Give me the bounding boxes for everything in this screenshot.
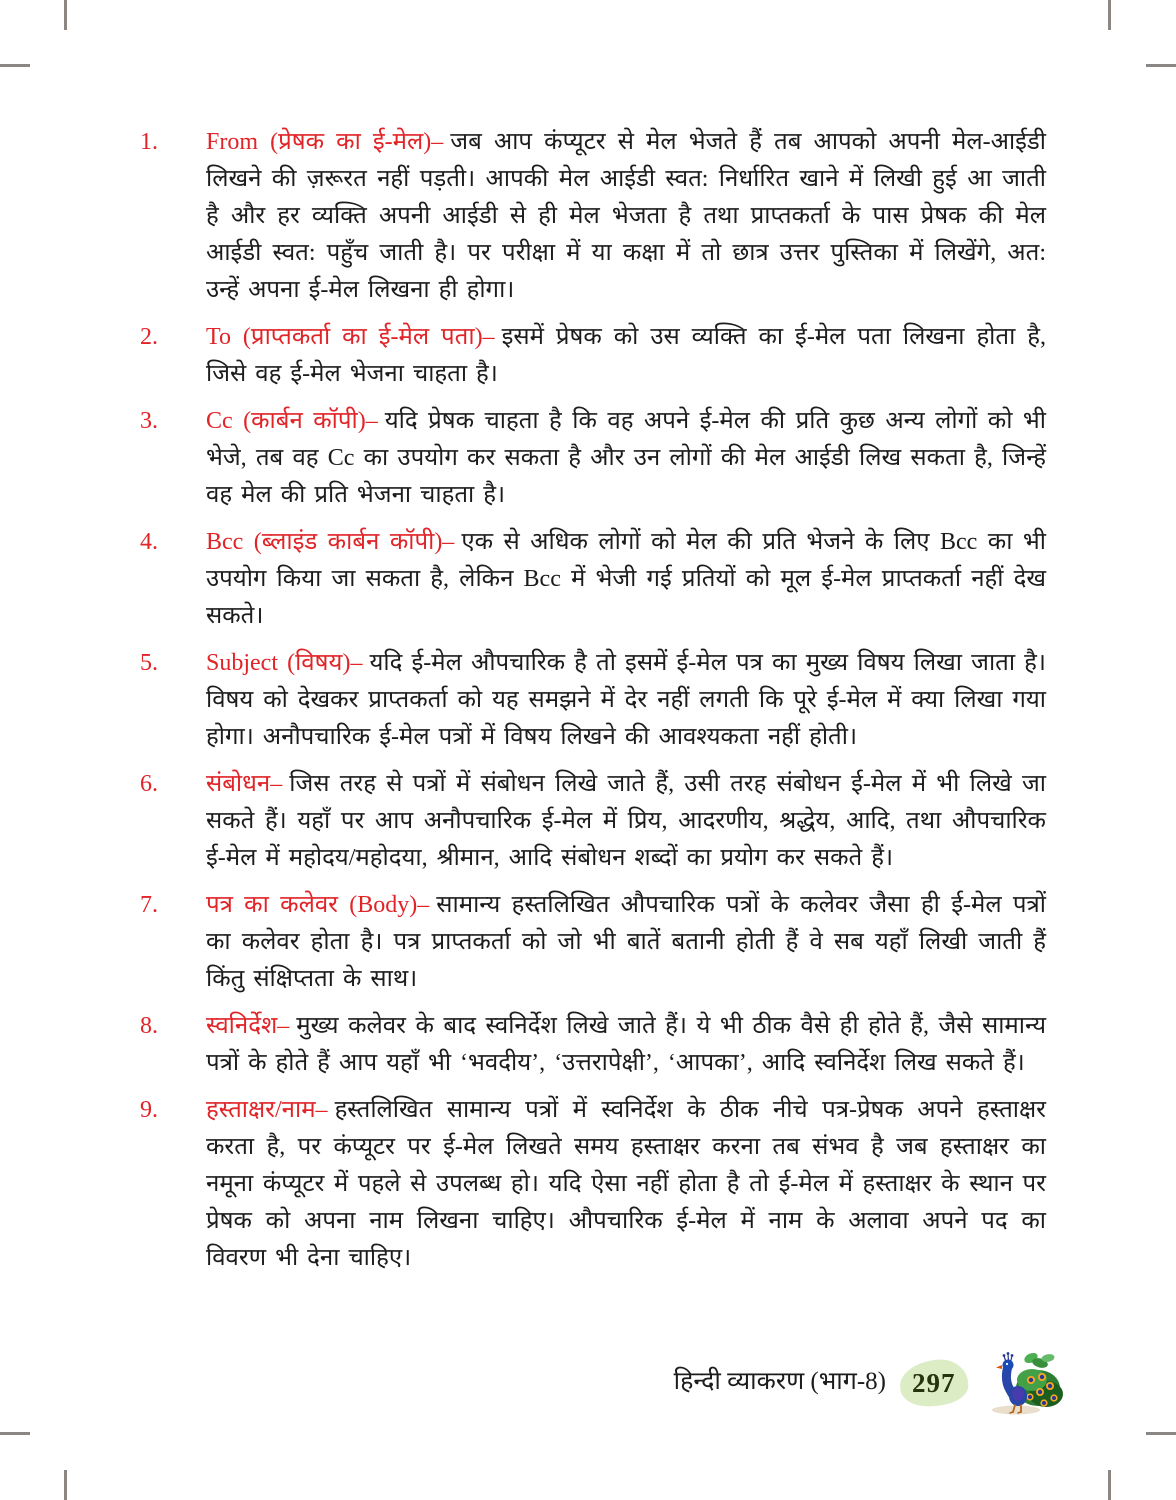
item-number: 2. bbox=[140, 324, 158, 350]
crop-mark-bottom-left-horizontal bbox=[0, 1432, 30, 1435]
item-number: 6. bbox=[140, 771, 158, 797]
crop-mark-bottom-left-vertical bbox=[64, 1470, 67, 1500]
item-heading: संबोधन– bbox=[206, 771, 283, 797]
peacock-illustration bbox=[974, 1350, 1066, 1416]
item-text bbox=[206, 1008, 1046, 1082]
book-title: हिन्दी व्याकरण (भाग-8) bbox=[673, 1368, 886, 1395]
item-body: सामान्य हस्तलिखित औपचारिक पत्रों के कलेवर जैसा ही ई-मेल पत्रों का कलेवर होता है। पत्र प्राप्तकर्ता को जो भी बातें बतानी होती हैं वे सब यहाँ लिखी जाती हैं किंतु संक्षिप्तता के साथ। bbox=[206, 892, 1046, 992]
item-text bbox=[206, 403, 1046, 514]
item-text bbox=[206, 124, 1046, 309]
item-number: 3. bbox=[140, 408, 158, 434]
list-item-self-direction bbox=[140, 1008, 1046, 1082]
page-number: 297 bbox=[912, 1367, 956, 1398]
item-heading: To (प्राप्तकर्ता का ई-मेल पता)– bbox=[206, 324, 495, 350]
item-number: 4. bbox=[140, 529, 158, 555]
list-item-cc bbox=[140, 403, 1046, 514]
item-number: 1. bbox=[140, 129, 158, 155]
item-body: एक से अधिक लोगों को मेल की प्रति भेजने के लिए Bcc का भी उपयोग किया जा सकता है, लेकिन Bcc में भेजी गई प्रतियों को मूल ई-मेल प्राप्तकर्ता नहीं देख सकते। bbox=[206, 529, 1046, 629]
item-text bbox=[206, 1092, 1046, 1277]
item-number: 8. bbox=[140, 1013, 158, 1039]
list-item-salutation bbox=[140, 766, 1046, 877]
item-body: यदि प्रेषक चाहता है कि वह अपने ई-मेल की प्रति कुछ अन्य लोगों को भी भेजे, तब वह Cc का उपयोग कर सकता है और उन लोगों की मेल आईडी लिख सकता है, जिन्हें वह मेल की प्रति भेजना चाहता है। bbox=[206, 408, 1046, 508]
page-number-badge bbox=[898, 1357, 970, 1409]
crop-mark-bottom-right-horizontal bbox=[1146, 1432, 1176, 1435]
item-body: जिस तरह से पत्रों में संबोधन लिखे जाते हैं, उसी तरह संबोधन ई-मेल में भी लिखे जा सकते हैं। यहाँ पर आप अनौपचारिक ई-मेल में प्रिय, आदरणीय, श्रद्धेय, आदि, तथा औपचारिक ई-मेल में महोदय/महोदया, श्रीमान, आदि संबोधन शब्दों का प्रयोग कर सकते हैं। bbox=[206, 771, 1046, 871]
item-number: 5. bbox=[140, 650, 158, 676]
item-heading: हस्ताक्षर/नाम– bbox=[206, 1097, 328, 1123]
item-heading: Subject (विषय)– bbox=[206, 650, 363, 676]
item-heading: Bcc (ब्लाइंड कार्बन कॉपी)– bbox=[206, 529, 455, 555]
list-item-bcc bbox=[140, 524, 1046, 635]
item-text bbox=[206, 524, 1046, 635]
list-item-signature-name bbox=[140, 1092, 1046, 1277]
item-heading: Cc (कार्बन कॉपी)– bbox=[206, 408, 378, 434]
item-text bbox=[206, 887, 1046, 998]
item-body: हस्तलिखित सामान्य पत्रों में स्वनिर्देश के ठीक नीचे पत्र-प्रेषक अपने हस्ताक्षर करता है, पर कंप्यूटर पर ई-मेल लिखते समय हस्ताक्षर करना तब संभव है जब हस्ताक्षर का नमूना कंप्यूटर में पहले से उपलब्ध हो। यदि ऐसा नहीं होता है तो ई-मेल में हस्ताक्षर के स्थान पर प्रेषक को अपना नाम लिखना चाहिए। औपचारिक ई-मेल में नाम के अलावा अपने पद का विवरण भी देना चाहिए। bbox=[206, 1097, 1046, 1271]
item-heading: स्वनिर्देश– bbox=[206, 1013, 290, 1039]
list-item-subject bbox=[140, 645, 1046, 756]
crop-mark-top-right-horizontal bbox=[1146, 64, 1176, 67]
item-body: जब आप कंप्यूटर से मेल भेजते हैं तब आपको अपनी मेल-आईडी लिखने की ज़रूरत नहीं पड़ती। आपकी मेल आईडी स्वत: निर्धारित खाने में लिखी हुई आ जाती है और हर व्यक्ति अपनी आईडी से ही मेल भेजता है तथा प्राप्तकर्ता के पास प्रेषक की मेल आईडी स्वत: पहुँच जाती है। पर परीक्षा में या कक्षा में तो छात्र उत्तर पुस्तिका में लिखेंगे, अत: उन्हें अपना ई-मेल लिखना ही होगा। bbox=[206, 129, 1046, 303]
item-body: मुख्य कलेवर के बाद स्वनिर्देश लिखे जाते हैं। ये भी ठीक वैसे ही होते हैं, जैसे सामान्य पत्रों के होते हैं आप यहाँ भी ‘भवदीय’, ‘उत्तरापेक्षी’, ‘आपका’, आदि स्वनिर्देश लिख सकते हैं। bbox=[206, 1013, 1046, 1076]
numbered-list bbox=[140, 124, 1046, 1287]
item-text bbox=[206, 766, 1046, 877]
list-item-from bbox=[140, 124, 1046, 309]
crop-mark-top-left-vertical bbox=[64, 0, 67, 30]
item-body: यदि ई-मेल औपचारिक है तो इसमें ई-मेल पत्र का मुख्य विषय लिखा जाता है। विषय को देखकर प्राप्तकर्ता को यह समझने में देर नहीं लगती कि पूरे ई-मेल में क्या लिखा गया होगा। अनौपचारिक ई-मेल पत्रों में विषय लिखने की आवश्यकता नहीं होती। bbox=[206, 650, 1047, 750]
page-footer bbox=[674, 1352, 1066, 1414]
list-item-body-of-letter bbox=[140, 887, 1046, 998]
item-number: 7. bbox=[140, 892, 158, 918]
item-number: 9. bbox=[140, 1097, 158, 1123]
list-item-to bbox=[140, 319, 1046, 393]
item-heading: पत्र का कलेवर (Body)– bbox=[206, 892, 430, 918]
item-text bbox=[206, 319, 1046, 393]
crop-mark-top-right-vertical bbox=[1108, 0, 1111, 30]
item-text bbox=[206, 645, 1046, 756]
crop-mark-top-left-horizontal bbox=[0, 64, 30, 67]
item-heading: From (प्रेषक का ई-मेल)– bbox=[206, 129, 444, 155]
crop-mark-bottom-right-vertical bbox=[1108, 1470, 1111, 1500]
item-body: इसमें प्रेषक को उस व्यक्ति का ई-मेल पता लिखना होता है, जिसे वह ई-मेल भेजना चाहता है। bbox=[206, 324, 1046, 387]
